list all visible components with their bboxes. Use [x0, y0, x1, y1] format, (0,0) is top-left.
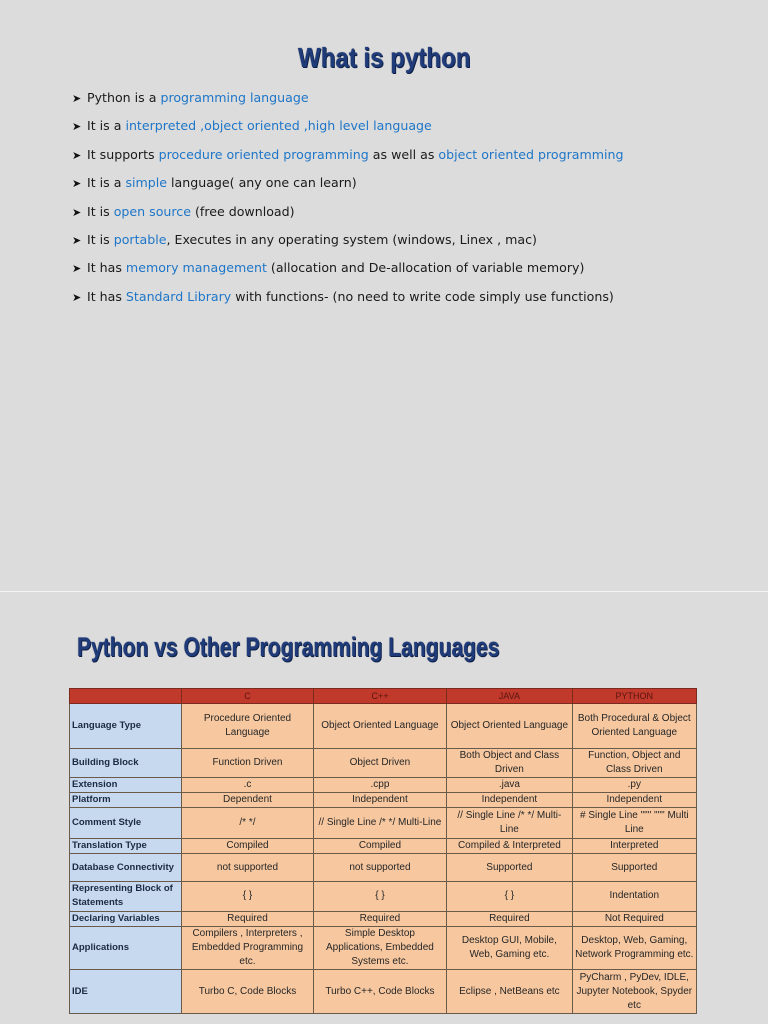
highlight-text: programming language [160, 90, 309, 105]
table-cell: Both Object and Class Driven [447, 748, 572, 777]
table-cell: Eclipse , NetBeans etc [447, 970, 572, 1014]
bullet-arrow-icon: ➤ [72, 290, 82, 304]
table-cell: // Single Line /* */ Multi-Line [313, 808, 446, 838]
highlight-text: open source [113, 203, 191, 219]
table-cell: Interpreted [572, 838, 696, 853]
row-label: Database Connectivity [70, 853, 182, 881]
table-cell: # Single Line """ """ Multi Line [572, 808, 696, 838]
table-row [70, 970, 697, 1014]
table-cell: Compiled [182, 838, 313, 853]
row-label: Translation Type [70, 838, 182, 853]
table-cell: .py [572, 777, 696, 792]
bullet-text: It is [87, 231, 114, 247]
bullet-arrow-icon: ➤ [72, 120, 82, 134]
table-cell: Required [447, 911, 572, 926]
bullet-text: It has [87, 288, 126, 304]
row-label: Platform [70, 793, 182, 808]
table-row [70, 793, 697, 808]
bullet-item [72, 200, 624, 228]
bullet-item [72, 228, 624, 256]
table-cell: Desktop GUI, Mobile, Web, Gaming etc. [447, 926, 572, 970]
table-cell: .c [182, 777, 313, 792]
bullet-arrow-icon: ➤ [72, 148, 82, 162]
table-cell: Required [182, 911, 313, 926]
bullet-arrow-icon: ➤ [72, 205, 82, 219]
bullet-text: Python is a [87, 90, 161, 105]
table-row [70, 748, 697, 777]
table-cell: Compiled & Interpreted [447, 838, 572, 853]
table-cell: // Single Line /* */ Multi-Line [447, 808, 572, 838]
table-cell: Compiled [313, 838, 446, 853]
table-cell: Indentation [572, 882, 696, 911]
table-row [70, 704, 697, 749]
bullet-item [72, 114, 624, 142]
slide-python-vs-others [0, 592, 768, 1024]
bullet-text: (allocation and De-allocation of variable memory) [266, 260, 585, 276]
row-label: Extension [70, 777, 182, 792]
table-cell: not supported [313, 853, 446, 881]
table-cell: Object Driven [313, 748, 446, 777]
table-cell: Procedure Oriented Language [182, 704, 313, 749]
bullet-text: as well as [368, 146, 439, 162]
table-cell: .cpp [313, 777, 446, 792]
bullet-text: It supports [87, 146, 159, 162]
table-cell: /* */ [182, 808, 313, 838]
highlight-text: procedure oriented programming [158, 146, 369, 162]
table-header-row [70, 689, 697, 704]
table-cell: Turbo C++, Code Blocks [313, 970, 446, 1014]
table-cell: { } [447, 882, 572, 911]
highlight-text: simple [125, 175, 168, 191]
table-cell: Object Oriented Language [447, 704, 572, 749]
highlight-text: object oriented programming [438, 146, 624, 162]
bullet-item [72, 171, 624, 199]
bullet-text: with functions- (no need to write code simply use functions) [231, 288, 614, 304]
table-row [70, 853, 697, 881]
comparison-table [69, 688, 697, 1014]
table-cell: Independent [572, 793, 696, 808]
table-cell: Function Driven [182, 748, 313, 777]
table-header-python: PYTHON [572, 689, 696, 704]
table-header-corner [70, 689, 182, 704]
bullet-text: It is [87, 203, 114, 219]
table-cell: { } [182, 882, 313, 911]
table-cell: Desktop, Web, Gaming, Network Programming etc. [572, 926, 696, 970]
table-cell: PyCharm , PyDev, IDLE, Jupyter Notebook, Spyder etc [572, 970, 696, 1014]
table-cell: Supported [572, 853, 696, 881]
highlight-text: Standard Library [125, 288, 232, 304]
table-row [70, 838, 697, 853]
table-cell: not supported [182, 853, 313, 881]
row-label: Building Block [70, 748, 182, 777]
table-cell: Independent [313, 793, 446, 808]
table-header-cpp: C++ [313, 689, 446, 704]
table-header-c: C [182, 689, 313, 704]
bullet-arrow-icon: ➤ [72, 92, 82, 105]
highlight-text: interpreted ,object oriented ,high level language [125, 118, 432, 134]
table-cell: Function, Object and Class Driven [572, 748, 696, 777]
bullet-item [72, 285, 624, 313]
table-row [70, 777, 697, 792]
slide-title: Python vs Other Programming Languages [77, 632, 500, 662]
row-label: Declaring Variables [70, 911, 182, 926]
table-cell: Supported [447, 853, 572, 881]
table-row [70, 808, 697, 838]
table-header-java: JAVA [447, 689, 572, 704]
table-cell: Object Oriented Language [313, 704, 446, 749]
table-cell: Dependent [182, 793, 313, 808]
table-cell: Independent [447, 793, 572, 808]
slide-title: What is python [298, 42, 471, 73]
bullet-arrow-icon: ➤ [72, 177, 82, 191]
bullet-text: It is a [87, 118, 126, 134]
row-label: Applications [70, 926, 182, 970]
row-label: IDE [70, 970, 182, 1014]
bullet-text: language( any one can learn) [167, 175, 357, 191]
highlight-text: memory management [125, 260, 267, 276]
bullet-list [72, 86, 624, 313]
bullet-text: It is a [87, 175, 126, 191]
table-cell: Required [313, 911, 446, 926]
table-row [70, 911, 697, 926]
bullet-text: , Executes in any operating system (windows, Linex , mac) [166, 231, 537, 247]
row-label: Representing Block of Statements [70, 882, 182, 911]
highlight-text: portable [113, 231, 167, 247]
bullet-arrow-icon: ➤ [72, 262, 82, 276]
table-cell: Compilers , Interpreters , Embedded Programming etc. [182, 926, 313, 970]
bullet-item [72, 256, 624, 284]
table-row [70, 926, 697, 970]
bullet-text: It has [87, 260, 126, 276]
row-label: Language Type [70, 704, 182, 749]
bullet-item [72, 86, 624, 114]
table-cell: .java [447, 777, 572, 792]
table-row [70, 882, 697, 911]
row-label: Comment Style [70, 808, 182, 838]
bullet-arrow-icon: ➤ [72, 233, 82, 247]
table-cell: Turbo C, Code Blocks [182, 970, 313, 1014]
table-cell: Both Procedural & Object Oriented Language [572, 704, 696, 749]
bullet-text: (free download) [190, 203, 295, 219]
table-cell: Simple Desktop Applications, Embedded Systems etc. [313, 926, 446, 970]
bullet-item [72, 143, 624, 171]
table-cell: { } [313, 882, 446, 911]
table-cell: Not Required [572, 911, 696, 926]
